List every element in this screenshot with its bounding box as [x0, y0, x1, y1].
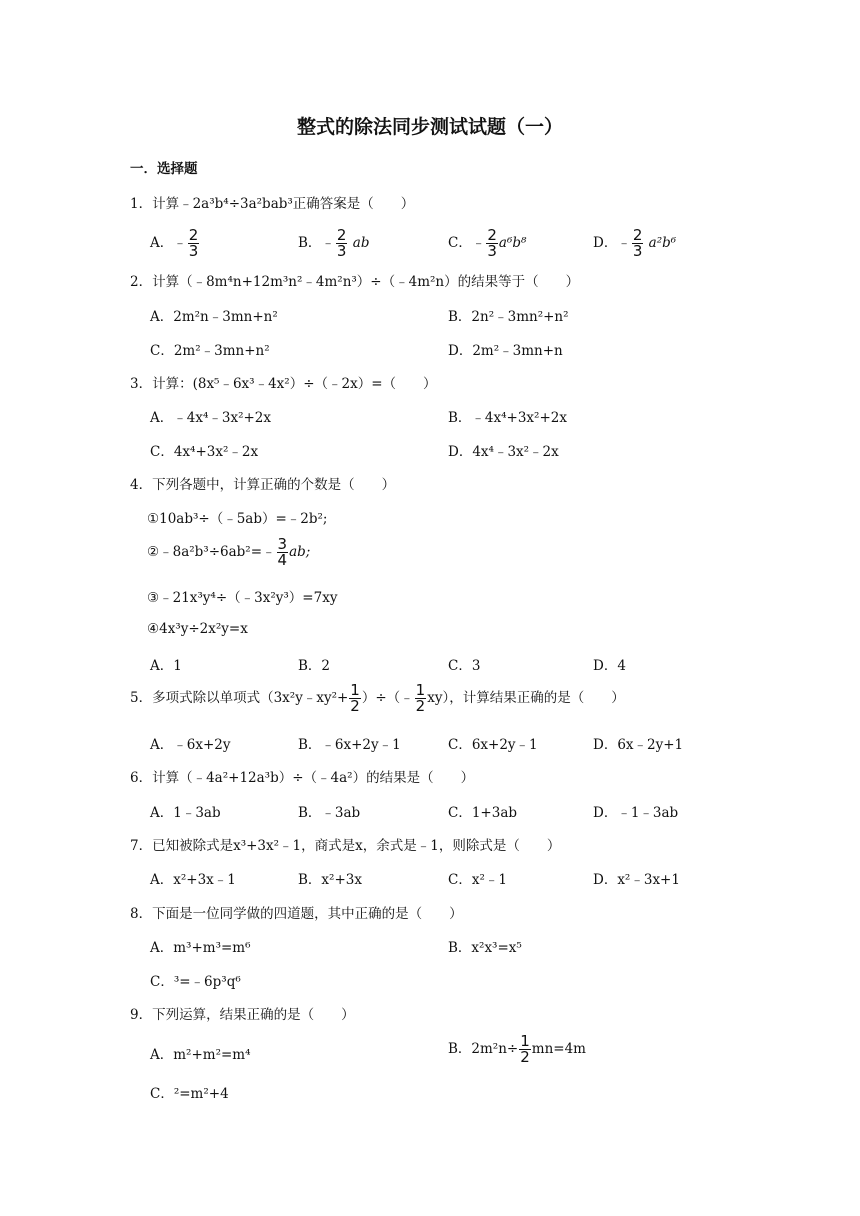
page-title: 整式的除法同步测试试题（一）	[296, 116, 563, 138]
fraction: $\frac{2}{3}$	[487, 226, 497, 260]
option-3b[interactable]: B．﹣4x⁴+3x²+2x	[448, 410, 567, 426]
question-7: 7．已知被除式是x³+3x²﹣1，商式是x，余式是﹣1，则除式是（ ）	[130, 838, 561, 854]
statement-2: ②﹣8a²b³÷6ab²=﹣ $\frac{3}{4}$ ab;	[147, 535, 311, 569]
option-7d[interactable]: D．x²﹣3x+1	[593, 872, 680, 888]
statement-4: ④4x³y÷2x²y=x	[147, 621, 248, 637]
option-1d[interactable]: D．﹣ $\frac{2}{3}$ a²b⁶	[593, 226, 677, 260]
fraction: $\frac{2}{3}$	[336, 226, 347, 260]
option-7b[interactable]: B．x²+3x	[298, 872, 362, 888]
option-3c[interactable]: C．4x⁴+3x²﹣2x	[150, 444, 259, 460]
option-5b[interactable]: B．﹣6x+2y﹣1	[298, 737, 401, 753]
option-8b[interactable]: B．x²x³=x⁵	[448, 940, 522, 956]
statement-3: ③﹣21x³y⁴÷（﹣3x²y³）=7xy	[147, 590, 338, 606]
option-4b[interactable]: B．2	[298, 658, 331, 674]
option-6c[interactable]: C．1+3ab	[448, 805, 518, 821]
option-1c[interactable]: C．﹣ $\frac{2}{3}$ a⁶b⁸	[448, 226, 527, 260]
option-5c[interactable]: C．6x+2y﹣1	[448, 737, 538, 753]
option-6a[interactable]: A．1﹣3ab	[150, 805, 221, 821]
question-1: 1．计算﹣2a³b⁴÷3a²bab³正确答案是（ ）	[130, 196, 415, 212]
fraction: $\frac{3}{4}$	[277, 535, 288, 569]
question-6: 6．计算（﹣4a²+12a³b）÷（﹣4a²）的结果是（ ）	[130, 770, 475, 786]
option-1b[interactable]: B．﹣ $\frac{2}{3}$ ab	[298, 226, 370, 260]
option-6b[interactable]: B．﹣3ab	[298, 805, 361, 821]
option-7a[interactable]: A．x²+3x﹣1	[150, 872, 236, 888]
option-2c[interactable]: C．2m²﹣3mn+n²	[150, 343, 270, 359]
option-9c[interactable]: C．²=m²+4	[150, 1086, 229, 1102]
option-5d[interactable]: D．6x﹣2y+1	[593, 737, 684, 753]
option-4a[interactable]: A．1	[150, 658, 182, 674]
fraction: $\frac{2}{3}$	[632, 226, 643, 260]
fraction: $\frac{1}{2}$	[520, 1032, 530, 1066]
option-4d[interactable]: D．4	[593, 658, 626, 674]
question-3: 3．计算：(8x⁵﹣6x³﹣4x²）÷（﹣2x）=（ ）	[130, 376, 437, 392]
option-5a[interactable]: A．﹣6x+2y	[150, 737, 231, 753]
option-2a[interactable]: A．2m²n﹣3mn+n²	[150, 309, 278, 325]
option-4c[interactable]: C．3	[448, 658, 481, 674]
question-4: 4．下列各题中，计算正确的个数是（ ）	[130, 477, 396, 493]
fraction: $\frac{1}{2}$	[350, 681, 360, 715]
option-6d[interactable]: D．﹣1﹣3ab	[593, 805, 679, 821]
option-8c[interactable]: C．³=﹣6p³q⁶	[150, 974, 241, 990]
fraction: $\frac{2}{3}$	[188, 226, 199, 260]
question-5: 5．多项式除以单项式（3x²y﹣xy²+ $\frac{1}{2}$ ）÷（﹣ $\frac{1}{2}$ xy），计算结果正确的是（ ）	[130, 681, 625, 715]
statement-1: ①10ab³÷（﹣5ab）=﹣2b²;	[147, 511, 328, 527]
option-7c[interactable]: C．x²﹣1	[448, 872, 507, 888]
option-3d[interactable]: D．4x⁴﹣3x²﹣2x	[448, 444, 559, 460]
option-2d[interactable]: D．2m²﹣3mn+n	[448, 343, 563, 359]
question-2: 2．计算（﹣8m⁴n+12m³n²﹣4m²n³）÷（﹣4m²n）的结果等于（ ）	[130, 274, 580, 290]
option-8a[interactable]: A．m³+m³=m⁶	[150, 940, 251, 956]
question-9: 9．下列运算，结果正确的是（ ）	[130, 1007, 355, 1023]
option-1a[interactable]: A．﹣ $\frac{2}{3}$	[150, 226, 199, 260]
option-9b[interactable]: B．2m²n÷ $\frac{1}{2}$ mn=4m	[448, 1032, 586, 1066]
option-9a[interactable]: A．m²+m²=m⁴	[150, 1047, 251, 1063]
option-3a[interactable]: A．﹣4x⁴﹣3x²+2x	[150, 410, 271, 426]
option-2b[interactable]: B．2n²﹣3mn²+n²	[448, 309, 569, 325]
question-8: 8．下面是一位同学做的四道题，其中正确的是（ ）	[130, 906, 463, 922]
fraction: $\frac{1}{2}$	[415, 681, 426, 715]
section-heading: 一．选择题	[130, 161, 198, 177]
